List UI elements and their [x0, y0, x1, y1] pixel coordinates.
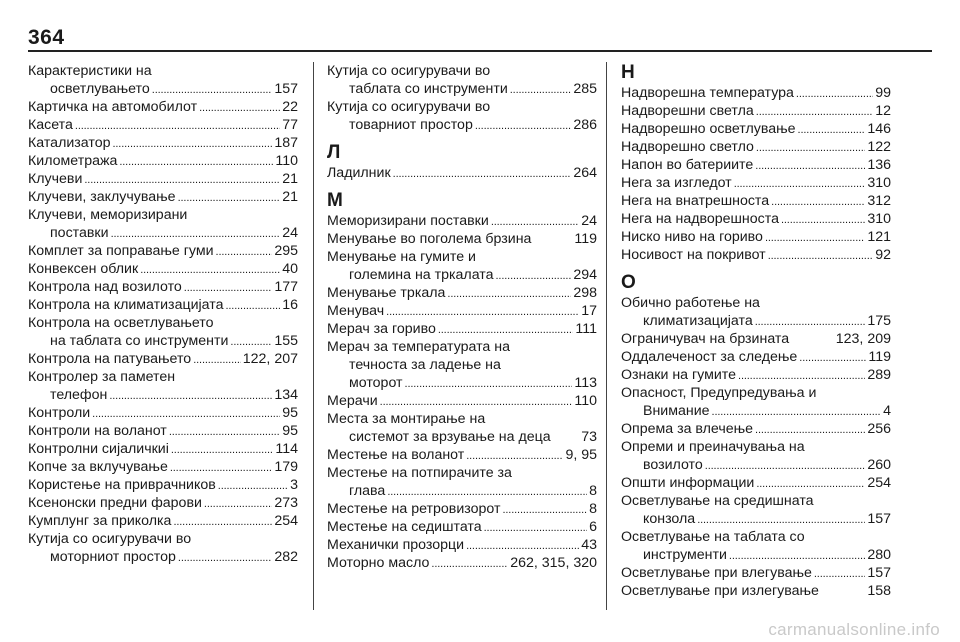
dot-leader [204, 494, 272, 513]
dot-leader [393, 164, 572, 183]
index-entry-term: моторниот простор [50, 549, 176, 565]
dot-leader [119, 152, 273, 171]
index-entry [28, 224, 298, 242]
index-entry [327, 356, 597, 374]
dot-leader [796, 84, 873, 103]
dot-leader [447, 284, 571, 303]
column-divider [606, 62, 607, 610]
index-entry-page: 157 [867, 565, 891, 581]
index-entry-term: Менувач [327, 303, 385, 319]
index-entry-page: 92 [875, 247, 891, 263]
index-entry [28, 422, 298, 440]
index-entry-term: Касета [28, 117, 73, 133]
index-entry-page: 310 [867, 175, 891, 191]
dot-leader [438, 320, 574, 339]
dot-leader [112, 134, 272, 153]
dot-leader [466, 446, 563, 465]
index-entry-page: 264 [573, 165, 597, 181]
index-entry-term: Контрола на патувањето [28, 351, 192, 367]
index-entry-term: Ладилник [327, 165, 391, 181]
dot-leader [431, 554, 508, 573]
index-entry [28, 80, 298, 98]
index-entry [327, 338, 597, 356]
dot-leader [510, 80, 572, 99]
index-entry-page: 119 [574, 231, 597, 247]
index-entry-term: Опасност, Предупредувања и [621, 385, 817, 401]
index-entry-page: 260 [867, 457, 891, 473]
dot-leader [380, 392, 573, 411]
index-entry-term: течноста за ладење на [349, 357, 501, 373]
index-entry-term: Конвексен облик [28, 261, 139, 277]
index-entry-term: Напон во батериите [621, 157, 754, 173]
index-entry-page: 155 [274, 333, 298, 349]
index-entry [327, 428, 597, 446]
index-entry [327, 230, 597, 248]
index-entry-page: 256 [867, 421, 891, 437]
index-entry-term: Кутија со осигурувачи во [327, 63, 491, 79]
dot-leader [387, 482, 587, 501]
index-entry-term: на таблата со инструменти [50, 333, 229, 349]
index-entry-page: 177 [274, 279, 298, 295]
index-entry-page: 12 [875, 103, 891, 119]
index-entry [28, 296, 298, 314]
index-entry-term: Оддалеченост за следење [621, 349, 798, 365]
index-entry-page: 294 [573, 267, 597, 283]
index-entry [28, 368, 298, 386]
index-entry [621, 438, 891, 456]
dot-leader [755, 312, 866, 331]
index-entry [621, 312, 891, 330]
index-entry-term: Внимание [643, 403, 710, 419]
index-entry [621, 156, 891, 174]
index-entry-page: 282 [274, 549, 298, 565]
index-entry [327, 374, 597, 392]
index-entry-term: Километража [28, 153, 118, 169]
index-entry-page: 77 [282, 117, 298, 133]
index-entry-term: Картичка на автомобилот [28, 99, 198, 115]
index-entry-page: 134 [274, 387, 298, 403]
index-entry-page: 17 [581, 303, 597, 319]
index-entry [28, 116, 298, 134]
index-entry-page: 285 [573, 81, 597, 97]
dot-leader [170, 458, 272, 477]
index-entry [621, 246, 891, 264]
index-entry-page: 110 [574, 393, 597, 409]
index-entry-page: 158 [867, 583, 891, 599]
dot-leader [738, 366, 865, 385]
column-divider [313, 62, 314, 610]
index-entry-page: 179 [274, 459, 298, 475]
index-entry-term: телефон [50, 387, 108, 403]
index-entry [327, 212, 597, 230]
index-entry-page: 119 [868, 349, 891, 365]
index-entry [621, 102, 891, 120]
dot-leader [199, 98, 280, 117]
index-entry [28, 314, 298, 332]
index-entry [28, 548, 298, 566]
index-entry-page: 21 [282, 171, 298, 187]
index-entry [28, 476, 298, 494]
index-entry-term: Контрола на климатизацијата [28, 297, 224, 313]
dot-leader [171, 440, 273, 459]
index-entry-page: 9, 95 [565, 447, 597, 463]
index-entry-term: Контрола над возилото [28, 279, 182, 295]
index-entry [327, 500, 597, 518]
index-entry [28, 242, 298, 260]
index-entry-page: 24 [581, 213, 597, 229]
index-entry-page: 122, 207 [242, 351, 298, 367]
index-entry-page: 273 [274, 495, 298, 511]
index-entry [28, 260, 298, 278]
index-entry-term: Нега за изгледот [621, 175, 732, 191]
dot-leader [496, 266, 572, 285]
index-entry-term: Осветлување на таблата со [621, 529, 805, 545]
index-entry-page: 289 [867, 367, 891, 383]
index-entry-term: Контроли [28, 405, 91, 421]
dot-leader [475, 116, 571, 135]
index-entry-term: Места за монтирање на [327, 411, 486, 427]
index-entry-term: Кумплунг за приколка [28, 513, 172, 529]
index-entry-page: 6 [589, 519, 597, 535]
index-letter-heading: Н [621, 62, 635, 83]
index-entry [621, 492, 891, 510]
index-entry [621, 384, 891, 402]
index-entry [28, 170, 298, 188]
index-entry-page: 73 [581, 429, 597, 445]
index-entry-term: Општи информации [621, 475, 755, 491]
index-entry-term: Контрола на осветлувањето [28, 315, 214, 331]
index-entry-term: товарниот простор [349, 117, 473, 133]
index-entry [621, 510, 891, 528]
index-entry-term: Клучеви, меморизирани [28, 207, 188, 223]
index-entry [28, 188, 298, 206]
dot-leader [216, 242, 273, 261]
index-entry-term: Местење на ретровизорот [327, 501, 501, 517]
index-entry [621, 174, 891, 192]
dot-leader [712, 402, 882, 421]
dot-leader [386, 302, 579, 321]
index-entry [621, 582, 891, 600]
index-entry-page: 3 [290, 477, 298, 493]
index-entry-term: возилото [643, 457, 703, 473]
index-entry-page: 187 [274, 135, 298, 151]
index-entry [28, 98, 298, 116]
index-entry [621, 348, 891, 366]
index-entry-term: Кутија со осигурувачи во [28, 531, 192, 547]
index-entry [28, 206, 298, 224]
index-column-3 [621, 62, 891, 600]
index-entry-term: Опреми и преиначувања на [621, 439, 805, 455]
watermark: carmanualsonline.info [768, 620, 940, 639]
index-entry-term: Нега на надворешноста [621, 211, 779, 227]
index-entry-term: Ксенонски предни фарови [28, 495, 202, 511]
index-entry [28, 458, 298, 476]
index-entry [621, 120, 891, 138]
index-entry-term: системот за врзување на деца [349, 429, 551, 445]
index-entry [28, 512, 298, 530]
dot-leader [466, 536, 579, 555]
dot-leader [405, 374, 573, 393]
dot-leader [781, 210, 865, 229]
index-letter-heading: Л [327, 142, 341, 163]
index-entry-term: Осветлување при влегување [621, 565, 812, 581]
index-entry [28, 404, 298, 422]
index-entry-page: 136 [867, 157, 891, 173]
index-entry [327, 164, 597, 182]
index-entry [327, 302, 597, 320]
index-entry [621, 330, 891, 348]
index-entry [327, 482, 597, 500]
index-entry-term: Надворешни светла [621, 103, 754, 119]
index-entry-term: Ниско ниво на гориво [621, 229, 763, 245]
index-entry-page: 280 [867, 547, 891, 563]
dot-leader [799, 348, 866, 367]
index-entry-term: Копче за вклучување [28, 459, 168, 475]
index-entry [327, 320, 597, 338]
index-entry [327, 464, 597, 482]
index-entry-term: Ограничувач на брзината [621, 331, 790, 347]
index-entry [28, 134, 298, 152]
dot-leader [756, 474, 865, 493]
index-entry-term: Клучеви [28, 171, 83, 187]
index-entry-term: таблата со инструменти [349, 81, 508, 97]
index-entry-term: Меморизирани поставки [327, 213, 489, 229]
index-entry-term: Моторно масло [327, 555, 430, 571]
index-entry-page: 40 [282, 261, 298, 277]
index-entry-page: 8 [589, 483, 597, 499]
index-entry-term: Карактеристики на [28, 63, 152, 79]
dot-leader [173, 512, 272, 531]
index-entry [327, 410, 597, 428]
index-entry [327, 554, 597, 572]
dot-leader [92, 404, 280, 423]
index-entry-page: 24 [282, 225, 298, 241]
index-entry [327, 248, 597, 266]
dot-leader [84, 170, 280, 189]
index-entry-term: Менување во поголема брзина [327, 231, 532, 247]
index-entry-term: Осветлување на средишната [621, 493, 814, 509]
dot-leader [705, 456, 866, 475]
index-entry [327, 98, 597, 116]
index-entry [621, 420, 891, 438]
index-entry-page: 262, 315, 320 [510, 555, 597, 571]
dot-leader [755, 156, 865, 175]
index-entry-term: Нега на внатрешноста [621, 193, 770, 209]
dot-leader [756, 102, 873, 121]
index-entry-term: Контроли на воланот [28, 423, 167, 439]
index-entry-page: 4 [883, 403, 891, 419]
index-entry-page: 175 [867, 313, 891, 329]
index-entry-page: 43 [581, 537, 597, 553]
index-entry-term: Механички прозорци [327, 537, 465, 553]
index-entry-page: 95 [282, 423, 298, 439]
dot-leader [225, 296, 280, 315]
index-entry-term: Мерач за гориво [327, 321, 436, 337]
index-entry-page: 254 [274, 513, 298, 529]
page-number: 364 [28, 26, 65, 49]
index-entry-page: 298 [573, 285, 597, 301]
index-entry [621, 294, 891, 312]
index-entry-term: Местење на воланот [327, 447, 465, 463]
dot-leader [484, 518, 587, 537]
index-entry [28, 350, 298, 368]
index-entry-page: 157 [274, 81, 298, 97]
index-entry-term: Контролер за паметен [28, 369, 176, 385]
index-entry-term: Мерач за температурата на [327, 339, 510, 355]
dot-leader [734, 174, 866, 193]
index-entry-term: Надворешно светло [621, 139, 754, 155]
index-column-1 [28, 62, 298, 566]
index-entry-term: Осветлување при излегување [621, 583, 819, 599]
index-entry [327, 266, 597, 284]
index-entry [327, 62, 597, 80]
index-entry-term: Катализатор [28, 135, 111, 151]
dot-leader [756, 138, 865, 157]
index-entry-term: конзола [643, 511, 696, 527]
index-entry [28, 530, 298, 548]
index-entry [327, 284, 597, 302]
index-entry-page: 95 [282, 405, 298, 421]
dot-leader [768, 246, 874, 265]
index-column-2 [327, 62, 597, 572]
index-entry [327, 536, 597, 554]
dot-leader [178, 188, 281, 207]
index-entry [621, 456, 891, 474]
dot-leader [184, 278, 273, 297]
index-entry [621, 564, 891, 582]
index-entry-page: 254 [867, 475, 891, 491]
dot-leader [230, 332, 272, 351]
index-entry-term: големина на тркалата [349, 267, 494, 283]
dot-leader [109, 386, 272, 405]
dot-leader [491, 212, 579, 231]
index-entry [327, 116, 597, 134]
index-entry [28, 62, 298, 80]
index-entry-page: 312 [867, 193, 891, 209]
index-entry [621, 138, 891, 156]
index-letter-heading: О [621, 272, 636, 293]
dot-leader [814, 564, 865, 583]
index-entry-page: 286 [573, 117, 597, 133]
index-entry [327, 392, 597, 410]
index-entry-term: инструменти [643, 547, 727, 563]
index-entry-term: глава [349, 483, 386, 499]
index-entry-term: Носивост на покривот [621, 247, 766, 263]
index-entry-page: 295 [274, 243, 298, 259]
index-entry [28, 278, 298, 296]
dot-leader [502, 500, 587, 519]
index-entry-page: 113 [574, 375, 597, 391]
index-entry-page: 123, 209 [835, 331, 891, 347]
index-entry [28, 494, 298, 512]
index-entry [621, 402, 891, 420]
index-entry-page: 114 [275, 441, 298, 457]
index-entry-term: Местење на потпирачите за [327, 465, 512, 481]
index-entry [28, 386, 298, 404]
index-entry-page: 146 [867, 121, 891, 137]
index-entry [327, 518, 597, 536]
index-entry-term: осветлувањето [50, 81, 150, 97]
index-entry-page: 111 [575, 321, 597, 337]
index-entry [621, 210, 891, 228]
index-entry-term: Мерачи [327, 393, 378, 409]
index-entry-page: 122 [867, 139, 891, 155]
dot-leader [771, 192, 865, 211]
dot-leader [152, 80, 273, 99]
index-entry-term: Клучеви, заклучување [28, 189, 176, 205]
dot-leader [140, 260, 280, 279]
index-letter-heading: М [327, 190, 343, 211]
index-entry-page: 21 [282, 189, 298, 205]
index-entry [621, 228, 891, 246]
dot-leader [169, 422, 280, 441]
index-entry-term: Ознаки на гумите [621, 367, 737, 383]
dot-leader [193, 350, 241, 369]
index-entry-term: Контролни сијаличкиi [28, 441, 169, 457]
index-entry-term: Менување на гумите и [327, 249, 476, 265]
dot-leader [729, 546, 865, 565]
index-entry [28, 440, 298, 458]
index-entry [327, 446, 597, 464]
index-entry-page: 16 [282, 297, 298, 313]
index-entry [621, 366, 891, 384]
index-entry-term: Користење на приврачников [28, 477, 216, 493]
index-entry-page: 310 [867, 211, 891, 227]
index-entry-page: 99 [875, 85, 891, 101]
index-entry [621, 528, 891, 546]
index-entry-term: Менување тркала [327, 285, 446, 301]
index-entry-term: Опрема за влечење [621, 421, 754, 437]
index-entry [621, 192, 891, 210]
dot-leader [755, 420, 865, 439]
index-entry [28, 152, 298, 170]
dot-leader [178, 548, 272, 567]
index-entry-page: 157 [867, 511, 891, 527]
index-entry [327, 80, 597, 98]
index-entry [621, 84, 891, 102]
index-entry [621, 474, 891, 492]
index-entry-page: 110 [275, 153, 298, 169]
index-entry-term: Местење на седиштата [327, 519, 482, 535]
index-entry [621, 546, 891, 564]
index-entry-page: 8 [589, 501, 597, 517]
dot-leader [697, 510, 865, 529]
index-entry-page: 22 [282, 99, 298, 115]
index-entry-term: поставки [50, 225, 109, 241]
index-entry-term: моторот [349, 375, 403, 391]
dot-leader [218, 476, 288, 495]
index-entry-term: Надворешна температура [621, 85, 794, 101]
dot-leader [111, 224, 281, 243]
index-entry-term: Обично работење на [621, 295, 760, 311]
dot-leader [765, 228, 865, 247]
index-entry-page: 121 [867, 229, 891, 245]
index-entry-term: Надворешно осветлување [621, 121, 796, 137]
dot-leader [798, 120, 866, 139]
index-entry [28, 332, 298, 350]
index-entry-term: Комплет за поправање гуми [28, 243, 214, 259]
dot-leader [75, 116, 280, 135]
index-entry-term: Кутија со осигурувачи во [327, 99, 491, 115]
header-rule [28, 50, 932, 52]
index-entry-term: климатизацијата [643, 313, 753, 329]
